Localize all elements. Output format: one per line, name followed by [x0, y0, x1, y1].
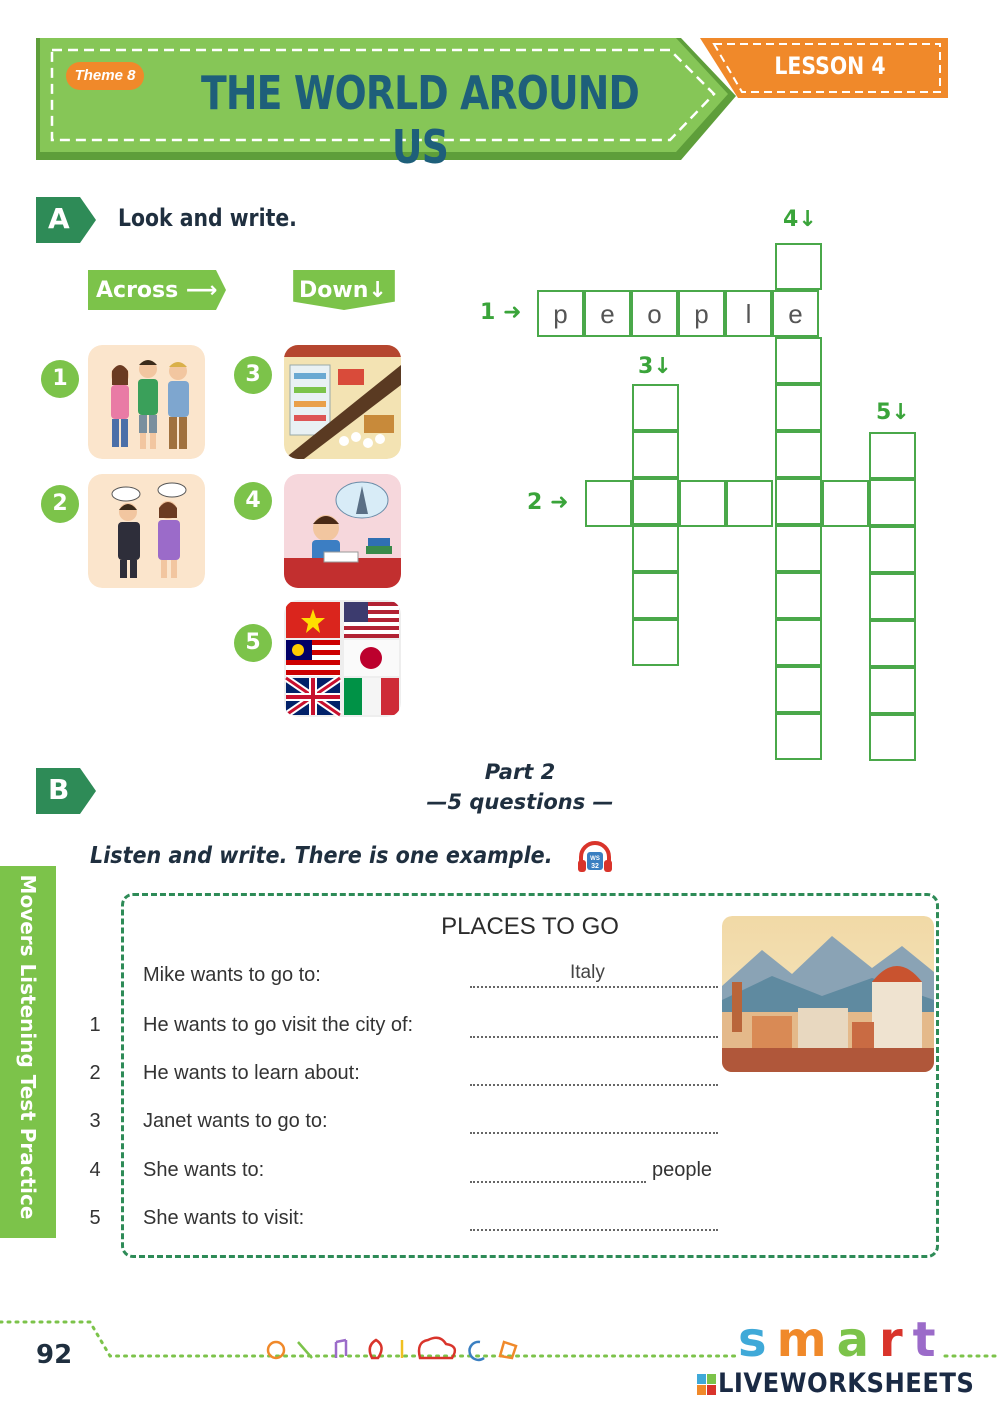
- florence-city-illustration: [722, 916, 934, 1072]
- crossword-cell-3-down-2[interactable]: [632, 431, 679, 478]
- row-label: He wants to go visit the city of:: [143, 1014, 414, 1036]
- crossword-cell-4-down-10[interactable]: [775, 666, 822, 713]
- crossword-cell-3-down-1[interactable]: [632, 384, 679, 431]
- section-a-letter: A: [48, 202, 70, 235]
- crossword-cell-1-across-4[interactable]: p: [678, 290, 725, 337]
- crossword-cell-2-across-3[interactable]: [726, 480, 773, 527]
- crossword-cell-1-across-5[interactable]: l: [725, 290, 772, 337]
- crossword-cell-5-down-1[interactable]: [869, 432, 916, 479]
- clue-2-across-label: 2 ➜: [527, 490, 569, 515]
- crossword-cell-5-down-3[interactable]: [869, 526, 916, 573]
- answer-blank[interactable]: [470, 984, 718, 988]
- liveworksheets-watermark: LIVEWORKSHEETS: [718, 1368, 975, 1399]
- crossword-cell-1-across-1[interactable]: p: [537, 290, 584, 337]
- crossword-cell-3-down-4[interactable]: [632, 525, 679, 572]
- crossword-cell-4-down-9[interactable]: [775, 619, 822, 666]
- clue-5-down-label: 5↓: [876, 400, 910, 425]
- crossword-cell-5-down-6[interactable]: [869, 667, 916, 714]
- crossword-cell-4-down-11[interactable]: [775, 713, 822, 760]
- listen-instruction: Listen and write. There is one example.: [90, 843, 553, 869]
- row-number: 5: [89, 1207, 101, 1229]
- picture-number-5: 5: [234, 624, 272, 662]
- crossword-cell-2-across-4[interactable]: [822, 480, 869, 527]
- clue-1-across-label: 1 ➜: [480, 300, 522, 325]
- audio-badge-number: 32: [591, 863, 599, 870]
- row-number: 1: [89, 1014, 101, 1036]
- smart-logo: smart: [738, 1312, 946, 1368]
- answer-text: Italy: [570, 962, 605, 983]
- crossword-cell-4-down-3[interactable]: [775, 337, 822, 384]
- row-suffix: people: [652, 1159, 713, 1181]
- row-label: She wants to visit:: [143, 1207, 305, 1229]
- crossword-cell-4-down-1[interactable]: [775, 243, 822, 290]
- crossword-cell-3-down-5[interactable]: [632, 572, 679, 619]
- arrow-down-icon: ↓: [368, 278, 387, 303]
- across-tag-label: Across ⟶: [96, 278, 218, 303]
- down-tag-label: Down↓: [299, 278, 387, 303]
- row-label: Mike wants to go to:: [143, 964, 321, 986]
- crossword-cell-4-down-6[interactable]: [775, 478, 822, 525]
- picture-number-3: 3: [234, 356, 272, 394]
- clue-3-down-label: 3↓: [638, 354, 672, 379]
- audio-badge-ws: WS: [590, 856, 600, 862]
- row-label: She wants to:: [143, 1159, 265, 1181]
- arrow-right-icon: ➜: [549, 490, 569, 515]
- part-title: Part 2: [484, 760, 556, 784]
- crossword-cell-4-down-7[interactable]: [775, 525, 822, 572]
- page-number: 92: [36, 1340, 73, 1370]
- part-subtitle: —5 questions —: [426, 790, 614, 814]
- row-label: He wants to learn about:: [143, 1062, 360, 1084]
- crossword-cell-3-down-6[interactable]: [632, 619, 679, 666]
- crossword-cell-3-down-3[interactable]: [632, 478, 679, 525]
- answer-blank[interactable]: [470, 1082, 718, 1086]
- crossword-cell-1-across-2[interactable]: e: [584, 290, 631, 337]
- crossword-cell-5-down-2[interactable]: [869, 479, 916, 526]
- arrow-down-icon: ↓: [891, 400, 910, 425]
- arrow-down-icon: ↓: [798, 207, 817, 232]
- lesson-label: LESSON 4: [774, 52, 886, 80]
- crossword-cell-1-across-3[interactable]: o: [631, 290, 678, 337]
- crossword-cell-4-down-5[interactable]: [775, 431, 822, 478]
- answer-blank[interactable]: [470, 1227, 718, 1231]
- liveworksheets-logo-icon: [697, 1374, 717, 1396]
- crossword-cell-1-across-6[interactable]: e: [772, 290, 819, 337]
- arrow-down-icon: ↓: [653, 354, 672, 379]
- crossword-cell-2-across-1[interactable]: [585, 480, 632, 527]
- crossword-cell-5-down-4[interactable]: [869, 573, 916, 620]
- crossword-cell-4-down-8[interactable]: [775, 572, 822, 619]
- answer-blank[interactable]: [470, 1179, 646, 1183]
- theme-badge: Theme 8: [66, 62, 144, 90]
- answer-blank[interactable]: [470, 1034, 718, 1038]
- row-number: 4: [89, 1159, 101, 1181]
- places-box-title: PLACES TO GO: [441, 913, 619, 940]
- side-tab-label: Movers Listening Test Practice: [16, 874, 40, 1220]
- clue-4-down-label: 4↓: [783, 207, 817, 232]
- crossword-cell-2-across-2[interactable]: [679, 480, 726, 527]
- answer-blank[interactable]: [470, 1130, 718, 1134]
- crossword-cell-5-down-5[interactable]: [869, 620, 916, 667]
- arrow-right-icon: ⟶: [185, 278, 218, 303]
- headphones-icon[interactable]: [576, 840, 614, 874]
- picture-number-4: 4: [234, 482, 272, 520]
- row-number: 2: [89, 1062, 101, 1084]
- arrow-right-icon: ➜: [502, 300, 522, 325]
- picture-number-2: 2: [41, 485, 79, 523]
- picture-number-1: 1: [41, 360, 79, 398]
- crossword-cell-5-down-7[interactable]: [869, 714, 916, 761]
- section-a-instruction: Look and write.: [118, 204, 297, 232]
- page-title: THE WORLD AROUND US: [200, 66, 640, 174]
- row-number: 3: [89, 1110, 101, 1132]
- section-b-letter: B: [48, 773, 70, 806]
- row-label: Janet wants to go to:: [143, 1110, 328, 1132]
- crossword-cell-4-down-4[interactable]: [775, 384, 822, 431]
